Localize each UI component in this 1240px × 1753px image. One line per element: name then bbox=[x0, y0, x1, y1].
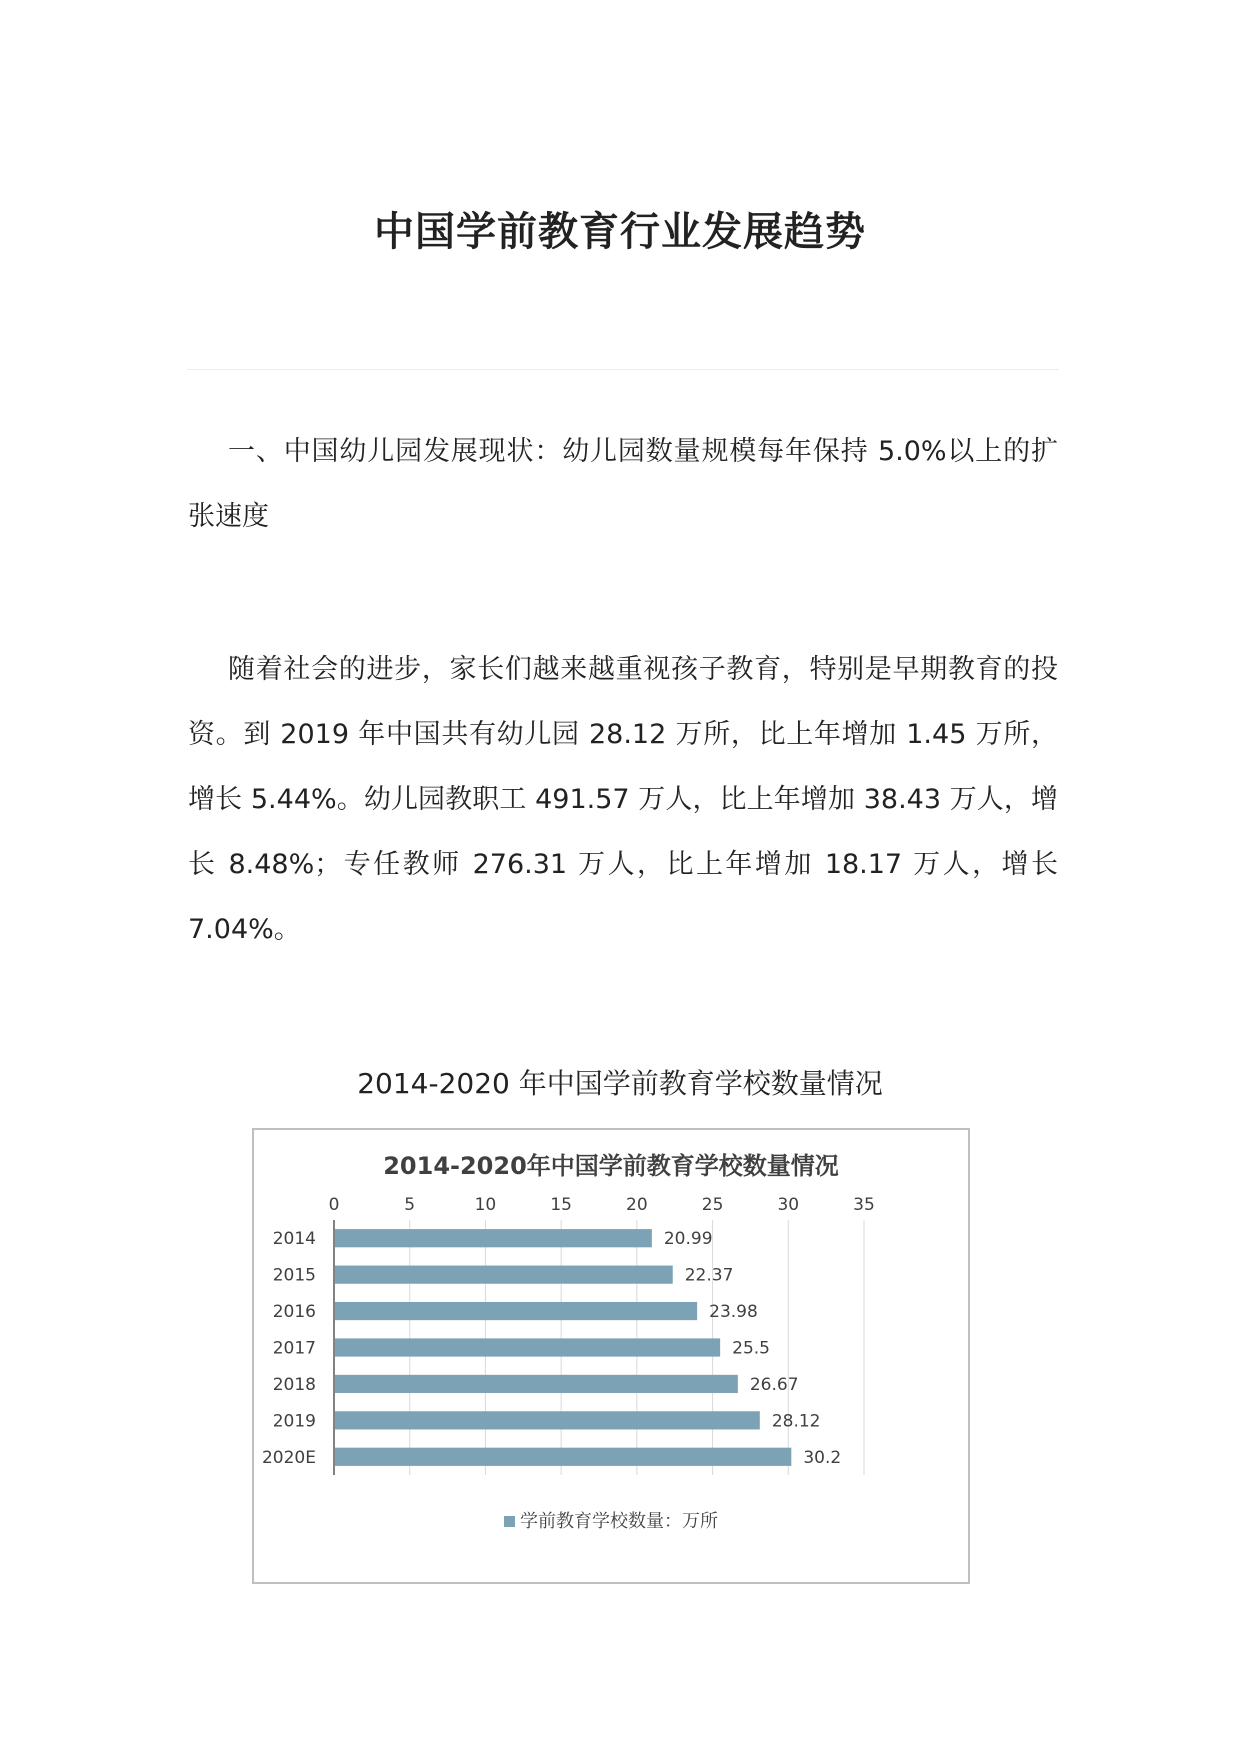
legend-label: 学前教育学校数量：万所 bbox=[520, 1511, 718, 1532]
x-tick-label: 35 bbox=[853, 1195, 875, 1215]
section-heading: 一、中国幼儿园发展现状：幼儿园数量规模每年保持 5.0%以上的扩张速度 bbox=[188, 436, 1058, 532]
bar-chart bbox=[254, 1130, 968, 1582]
chart-frame bbox=[252, 1128, 970, 1584]
category-label: 2020E bbox=[261, 1447, 316, 1468]
data-label: 20.99 bbox=[663, 1229, 713, 1250]
data-label: 30.2 bbox=[803, 1447, 842, 1468]
category-label: 2016 bbox=[272, 1302, 316, 1323]
bar bbox=[335, 1229, 652, 1247]
document-title: 中国学前教育行业发展趋势 bbox=[374, 209, 866, 255]
data-label: 22.37 bbox=[684, 1265, 734, 1286]
x-tick-label: 5 bbox=[404, 1195, 416, 1215]
x-tick-label: 10 bbox=[474, 1195, 497, 1215]
x-tick-label: 0 bbox=[328, 1195, 340, 1215]
data-label: 23.98 bbox=[709, 1302, 758, 1323]
category-label: 2015 bbox=[272, 1265, 316, 1286]
x-tick-label: 20 bbox=[626, 1195, 648, 1215]
bar bbox=[335, 1448, 791, 1466]
x-tick-label: 25 bbox=[701, 1195, 724, 1215]
bar bbox=[335, 1375, 738, 1393]
bar bbox=[335, 1302, 697, 1320]
bar bbox=[335, 1266, 673, 1284]
data-label: 25.5 bbox=[732, 1338, 771, 1359]
bar bbox=[335, 1411, 760, 1429]
divider bbox=[187, 369, 1059, 370]
x-tick-label: 15 bbox=[550, 1195, 572, 1215]
bar bbox=[335, 1338, 720, 1356]
data-label: 26.67 bbox=[749, 1374, 799, 1395]
category-label: 2019 bbox=[272, 1411, 316, 1432]
category-label: 2018 bbox=[272, 1374, 316, 1395]
category-label: 2014 bbox=[272, 1229, 316, 1250]
chart-title: 2014-2020年中国学前教育学校数量情况 bbox=[383, 1152, 839, 1180]
figure-caption: 2014-2020 年中国学前教育学校数量情况 bbox=[357, 1067, 883, 1100]
data-label: 28.12 bbox=[771, 1411, 821, 1432]
category-label: 2017 bbox=[272, 1338, 316, 1359]
x-tick-label: 30 bbox=[777, 1195, 800, 1215]
body-paragraph: 随着社会的进步，家长们越来越重视孩子教育，特别是早期教育的投资。到 2019 年中国共有幼儿园 28.12 万所，比上年增加 1.45 万所，增长 5.44%。幼儿园教职工 491.57 万人，比上年增加 38.43 万人，增长 8.48%；专任教师 276.31 万人，比上年增加 18.17 万人，增长 7.04%。 bbox=[188, 654, 1058, 945]
legend-swatch bbox=[504, 1516, 515, 1527]
